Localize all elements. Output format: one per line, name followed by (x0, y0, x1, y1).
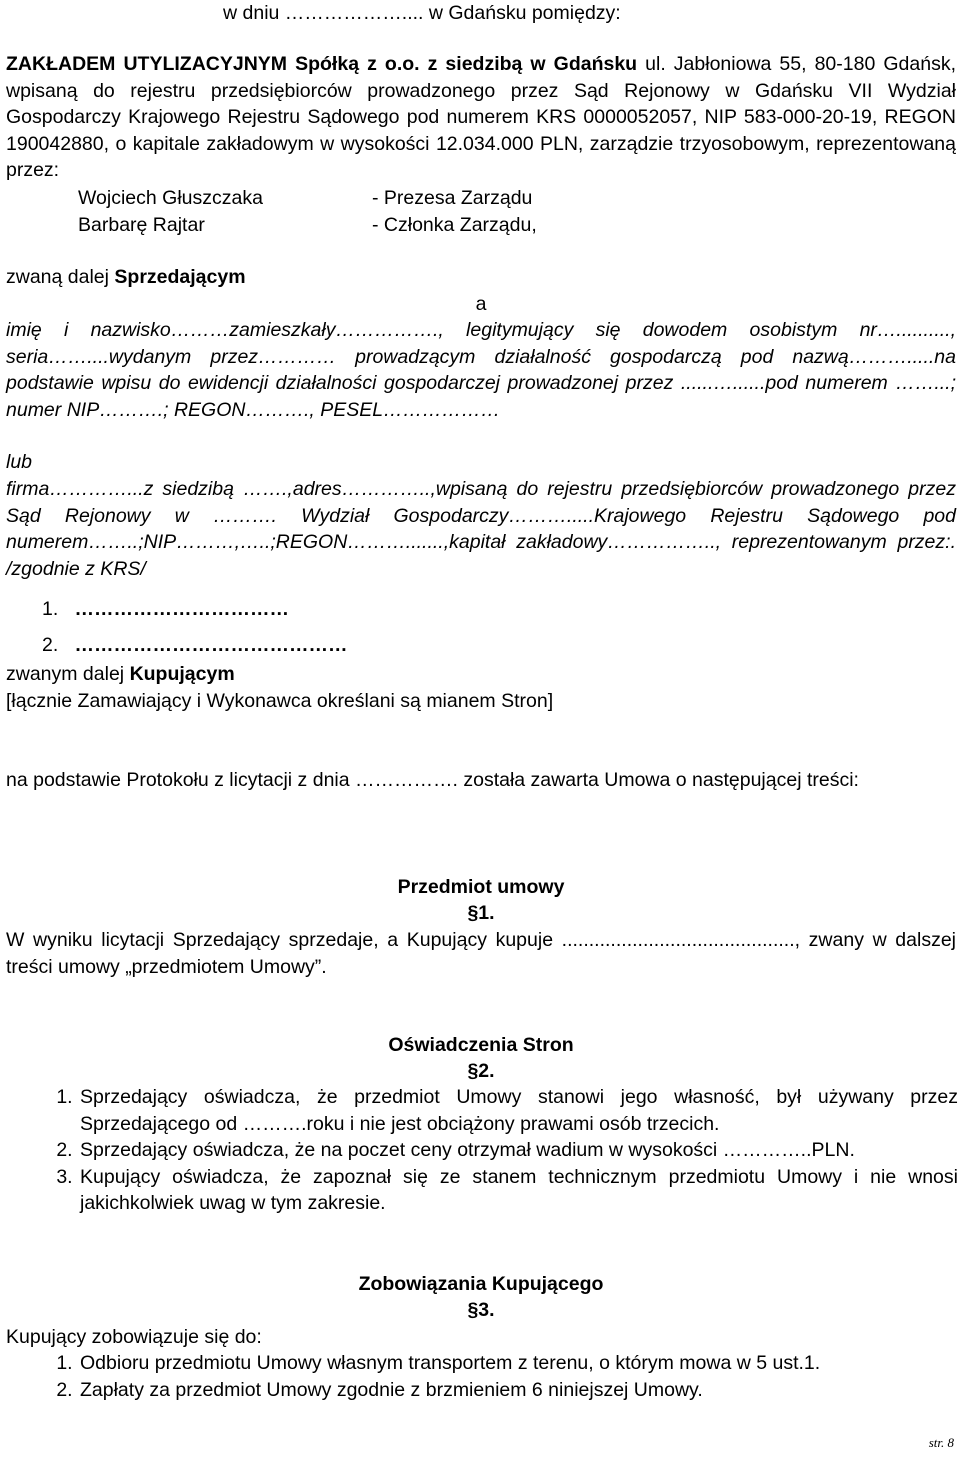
seller-description: ul. Jabłoniowa 55, 80-180 Gdańsk, wpisaną do rejestru przedsiębiorców prowadzonego przez Sąd Rejonowy w Gdańsku VII Wydział Gospodarczy Krajowego Rejestru Sądowego pod numerem KRS 0000052057, NIP 583-000-20-19, REGON 190042880, o kapitale zakładowym w wysokości 12.034.000 PLN, zarządzie trzyosobowym, reprezentowaną przez: (6, 53, 956, 181)
paragraph-symbol-icon: § (467, 1299, 479, 1321)
list-item: 2. Sprzedający oświadcza, że na poczet ceny otrzymał wadium w wysokości …………..PLN. (78, 1137, 958, 1164)
section3-list (6, 1350, 958, 1403)
conjunction: a (475, 293, 487, 315)
seller-representatives (6, 185, 956, 238)
list-item: 2. Zapłaty za przedmiot Umowy zgodnie z brzmieniem 6 niniejszej Umowy. (78, 1377, 958, 1404)
section2-number: §2. (467, 1060, 495, 1082)
list-item: 1. Sprzedający oświadcza, że przedmiot Umowy stanowi jego własność, był używany przez Sprzedającego od ……….roku i nie jest obciążony prawami osób trzecich. (78, 1084, 958, 1137)
representative-row (6, 185, 956, 212)
section1-title: Przedmiot umowy (397, 876, 565, 898)
seller-name: ZAKŁADEM UTYLIZACYJNYM Spółką z o.o. z siedzibą w Gdańsku (6, 53, 638, 75)
buyer-alias: Kupującym (129, 663, 235, 685)
basis-paragraph: na podstawie Protokołu z licytacji z dnia ……………. została zawarta Umowa o następującej treści: (6, 769, 859, 791)
buyer-representative: 2. …………………………………… (42, 634, 348, 656)
or-word: lub (6, 451, 33, 473)
representative-role: - Członka Zarządu, (372, 213, 537, 236)
paragraph-symbol-icon: § (467, 902, 479, 924)
buyer-representative: 1. …………………………… (42, 598, 290, 620)
section3-number: §3. (467, 1299, 495, 1321)
paragraph-symbol-icon: § (467, 1060, 479, 1082)
seller-paragraph (6, 51, 956, 184)
buyer-person-paragraph: imię i nazwisko………zamieszkały……………., legitymujący się dowodem osobistym nr….........., seria……....wydanym przez………… prowadzącym działalność gospodarczą pod nazwą……….....na podstawie wpisu do ewidencji działalności gospodarczej prowadzonej przez ......…......pod numerem ……...; numer NIP……….; REGON………., PESEL……………… (6, 319, 956, 421)
section2-list (6, 1084, 958, 1217)
joint-note: [łącznie Zamawiający i Wykonawca określani są mianem Stron] (6, 690, 554, 712)
section1-number: §1. (467, 902, 495, 924)
section1-text: W wyniku licytacji Sprzedający sprzedaje, a Kupujący kupuje ..........................................., zwany w dalszej treści umowy „przedmiotem Umowy”. (6, 929, 956, 978)
list-item: 1. Odbioru przedmiotu Umowy własnym transportem z terenu, o którym mowa w 5 ust.1. (78, 1350, 958, 1377)
section3-lead: Kupujący zobowiązuje się do: (6, 1326, 262, 1348)
representative-name: Barbarę Rajtar (78, 213, 205, 236)
called-prefix: zwanym dalej (6, 663, 130, 685)
buyer-representatives (6, 596, 956, 659)
intro-line: w dniu ……………….... w Gdańsku pomiędzy: (223, 2, 621, 24)
buyer-called (6, 661, 235, 688)
representative-row (6, 212, 956, 239)
seller-alias: Sprzedającym (114, 266, 246, 288)
representative-role: - Prezesa Zarządu (372, 187, 533, 209)
buyer-company-paragraph: firma…………...z siedzibą …….,adres…………..,wpisaną do rejestru przedsiębiorców prowadzonego przez Sąd Rejonowy w ………. Wydział Gospodarczy……….....Krajowego Rejestru Sądowego pod numerem……..;NIP………,…..;REGON……….......,kapitał zakładowy…………….., reprezentowanym przez:. /zgodnie z KRS/ (6, 478, 956, 580)
section2-title: Oświadczenia Stron (388, 1034, 574, 1056)
page-number: str. 8 (928, 1434, 954, 1450)
seller-called (6, 264, 246, 291)
section3-title: Zobowiązania Kupującego (358, 1273, 604, 1295)
list-item: 3. Kupujący oświadcza, że zapoznał się ze stanem technicznym przedmiotu Umowy i nie wnosi jakichkolwiek uwag w tym zakresie. (78, 1164, 958, 1217)
representative-name: Wojciech Głuszczaka (78, 187, 263, 209)
called-prefix: zwaną dalej (6, 266, 115, 288)
